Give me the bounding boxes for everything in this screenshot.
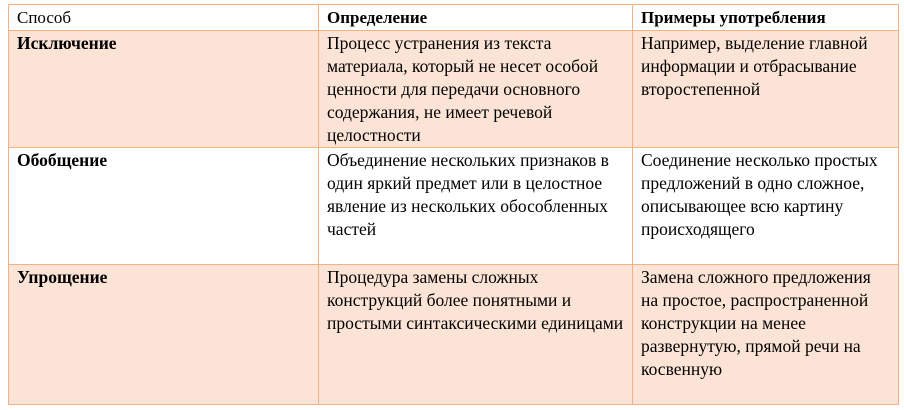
- header-definition: Определение: [319, 5, 633, 31]
- table-row: [9, 31, 899, 148]
- table-row: [9, 265, 899, 405]
- table-row: [9, 148, 899, 265]
- method-cell: Исключение: [9, 31, 319, 148]
- definition-cell: Процедура замены сложных конструкций более понятными и простыми синтаксическими единицами: [319, 265, 633, 405]
- examples-cell: Замена сложного предложения на простое, распространенной конструкции на менее развернутую, прямой речи на косвенную: [633, 265, 899, 405]
- definition-cell: Процесс устранения из текста материала, который не несет особой ценности для передачи основного содержания, не имеет речевой целостности: [319, 31, 633, 148]
- header-method: Способ: [9, 5, 319, 31]
- method-cell: Обобщение: [9, 148, 319, 265]
- methods-table: [8, 4, 899, 405]
- method-cell: Упрощение: [9, 265, 319, 405]
- definition-cell: Объединение нескольких признаков в один яркий предмет или в целостное явление из нескольких обособленных частей: [319, 148, 633, 265]
- header-examples: Примеры употребления: [633, 5, 899, 31]
- header-row: [9, 5, 899, 31]
- examples-cell: Например, выделение главной информации и отбрасывание второстепенной: [633, 31, 899, 148]
- examples-cell: Соединение несколько простых предложений в одно сложное, описывающее всю картину происходящего: [633, 148, 899, 265]
